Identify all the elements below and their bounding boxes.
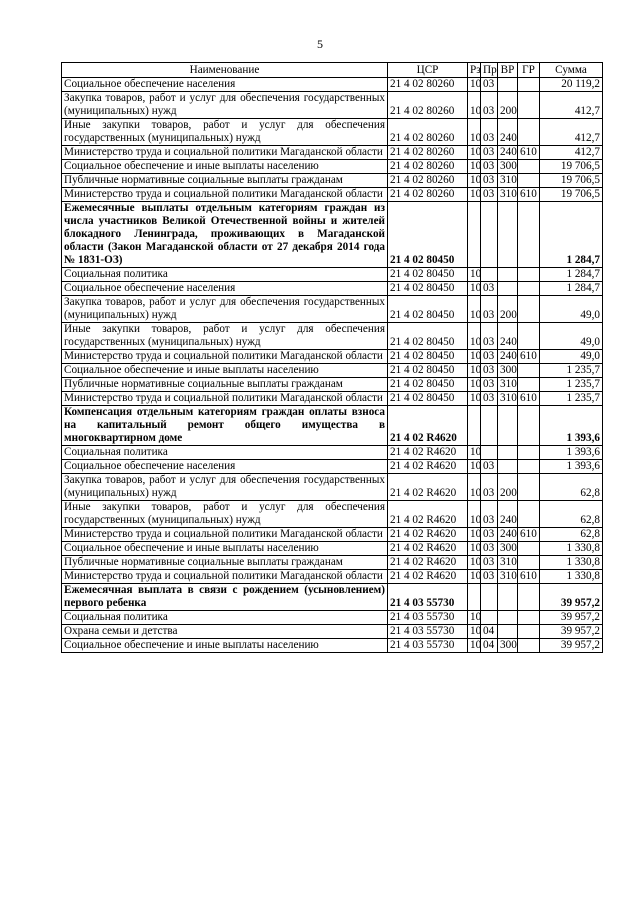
header-gr: ГР xyxy=(518,63,540,78)
header-rz: Рз xyxy=(468,63,481,78)
row-csr-cell: 21 4 02 R4620 xyxy=(388,556,468,570)
row-pr-cell: 03 xyxy=(481,501,498,528)
table-row xyxy=(62,296,603,323)
row-sum-cell: 1 330,8 xyxy=(540,556,603,570)
row-pr-cell xyxy=(481,611,498,625)
row-vr-cell: 240 xyxy=(498,146,518,160)
row-name-cell: Министерство труда и социальной политики Магаданской области xyxy=(62,570,388,584)
table-row xyxy=(62,323,603,350)
row-rz-cell: 10 xyxy=(468,611,481,625)
row-gr-cell xyxy=(518,611,540,625)
row-name-cell: Охрана семьи и детства xyxy=(62,625,388,639)
row-vr-cell xyxy=(498,611,518,625)
row-rz-cell: 10 xyxy=(468,446,481,460)
row-vr-cell xyxy=(498,584,518,611)
table-row xyxy=(62,282,603,296)
row-rz-cell: 10 xyxy=(468,460,481,474)
row-vr-cell: 310 xyxy=(498,174,518,188)
row-gr-cell: 610 xyxy=(518,146,540,160)
row-vr-cell xyxy=(498,268,518,282)
row-sum-cell: 1 235,7 xyxy=(540,392,603,406)
row-sum-cell: 1 235,7 xyxy=(540,364,603,378)
row-name-cell: Публичные нормативные социальные выплаты гражданам xyxy=(62,556,388,570)
row-csr-cell: 21 4 02 80260 xyxy=(388,146,468,160)
row-pr-cell xyxy=(481,406,498,446)
row-rz-cell: 10 xyxy=(468,474,481,501)
row-vr-cell: 310 xyxy=(498,188,518,202)
row-pr-cell: 03 xyxy=(481,160,498,174)
row-vr-cell: 200 xyxy=(498,474,518,501)
row-vr-cell: 310 xyxy=(498,392,518,406)
row-rz-cell: 10 xyxy=(468,639,481,653)
row-vr-cell: 310 xyxy=(498,378,518,392)
row-sum-cell: 1 284,7 xyxy=(540,268,603,282)
row-rz-cell: 10 xyxy=(468,282,481,296)
row-name-cell: Закупка товаров, работ и услуг для обеспечения государственных (муниципальных) нужд xyxy=(62,474,388,501)
header-name: Наименование xyxy=(62,63,388,78)
row-name-cell: Закупка товаров, работ и услуг для обеспечения государственных (муниципальных) нужд xyxy=(62,296,388,323)
row-sum-cell: 1 284,7 xyxy=(540,202,603,268)
row-name-cell: Социальное обеспечение и иные выплаты населению xyxy=(62,639,388,653)
row-pr-cell: 03 xyxy=(481,392,498,406)
row-csr-cell: 21 4 02 R4620 xyxy=(388,474,468,501)
row-sum-cell: 1 284,7 xyxy=(540,282,603,296)
row-gr-cell xyxy=(518,474,540,501)
row-sum-cell: 1 330,8 xyxy=(540,542,603,556)
row-gr-cell xyxy=(518,364,540,378)
row-sum-cell: 39 957,2 xyxy=(540,584,603,611)
row-name-cell: Министерство труда и социальной политики Магаданской области xyxy=(62,528,388,542)
row-rz-cell xyxy=(468,202,481,268)
row-rz-cell: 10 xyxy=(468,364,481,378)
row-pr-cell: 04 xyxy=(481,625,498,639)
row-sum-cell: 39 957,2 xyxy=(540,625,603,639)
table-header-row xyxy=(62,63,603,78)
row-vr-cell xyxy=(498,625,518,639)
row-sum-cell: 39 957,2 xyxy=(540,639,603,653)
row-sum-cell: 62,8 xyxy=(540,528,603,542)
row-name-cell: Иные закупки товаров, работ и услуг для обеспечения государственных (муниципальных) нужд xyxy=(62,119,388,146)
row-gr-cell xyxy=(518,639,540,653)
row-rz-cell: 10 xyxy=(468,188,481,202)
row-pr-cell: 03 xyxy=(481,146,498,160)
row-name-cell: Закупка товаров, работ и услуг для обеспечения государственных (муниципальных) нужд xyxy=(62,92,388,119)
row-vr-cell: 240 xyxy=(498,350,518,364)
table-row xyxy=(62,174,603,188)
row-pr-cell: 03 xyxy=(481,282,498,296)
row-name-cell: Компенсация отдельным категориям граждан оплаты взноса на капитальный ремонт общего имущества в многоквартирном доме xyxy=(62,406,388,446)
row-rz-cell: 10 xyxy=(468,392,481,406)
row-vr-cell: 310 xyxy=(498,556,518,570)
row-name-cell: Министерство труда и социальной политики Магаданской области xyxy=(62,146,388,160)
row-gr-cell xyxy=(518,282,540,296)
row-csr-cell: 21 4 02 R4620 xyxy=(388,501,468,528)
row-rz-cell: 10 xyxy=(468,556,481,570)
row-pr-cell xyxy=(481,268,498,282)
row-pr-cell: 03 xyxy=(481,92,498,119)
row-vr-cell xyxy=(498,282,518,296)
row-vr-cell: 200 xyxy=(498,92,518,119)
row-pr-cell: 03 xyxy=(481,323,498,350)
table-row-section-heading xyxy=(62,584,603,611)
table-row xyxy=(62,78,603,92)
table-row-section-heading xyxy=(62,406,603,446)
row-pr-cell xyxy=(481,446,498,460)
row-gr-cell xyxy=(518,78,540,92)
row-pr-cell: 03 xyxy=(481,378,498,392)
row-sum-cell: 62,8 xyxy=(540,474,603,501)
row-vr-cell: 310 xyxy=(498,570,518,584)
row-rz-cell: 10 xyxy=(468,570,481,584)
row-name-cell: Социальная политика xyxy=(62,268,388,282)
row-csr-cell: 21 4 03 55730 xyxy=(388,625,468,639)
row-name-cell: Ежемесячные выплаты отдельным категориям граждан из числа участников Великой Отечественной войны и жителей блокадного Ленинграда, проживающих в Магаданской области (Закон Магаданской области от 27 декабря 2014 года № 1831-ОЗ) xyxy=(62,202,388,268)
table-row xyxy=(62,528,603,542)
row-vr-cell xyxy=(498,202,518,268)
row-gr-cell xyxy=(518,268,540,282)
row-vr-cell: 300 xyxy=(498,542,518,556)
row-sum-cell: 62,8 xyxy=(540,501,603,528)
row-gr-cell xyxy=(518,174,540,188)
row-csr-cell: 21 4 02 80450 xyxy=(388,350,468,364)
row-gr-cell xyxy=(518,625,540,639)
table-row xyxy=(62,160,603,174)
table-row xyxy=(62,501,603,528)
row-gr-cell: 610 xyxy=(518,188,540,202)
row-rz-cell: 10 xyxy=(468,296,481,323)
row-gr-cell xyxy=(518,406,540,446)
row-gr-cell xyxy=(518,584,540,611)
row-rz-cell: 10 xyxy=(468,146,481,160)
row-pr-cell: 03 xyxy=(481,296,498,323)
row-csr-cell: 21 4 02 R4620 xyxy=(388,406,468,446)
table-row xyxy=(62,146,603,160)
row-pr-cell: 03 xyxy=(481,119,498,146)
row-csr-cell: 21 4 02 R4620 xyxy=(388,570,468,584)
row-pr-cell: 03 xyxy=(481,570,498,584)
table-row xyxy=(62,268,603,282)
row-name-cell: Министерство труда и социальной политики Магаданской области xyxy=(62,188,388,202)
row-csr-cell: 21 4 03 55730 xyxy=(388,584,468,611)
row-pr-cell: 03 xyxy=(481,364,498,378)
row-pr-cell: 03 xyxy=(481,528,498,542)
row-gr-cell xyxy=(518,119,540,146)
row-pr-cell xyxy=(481,584,498,611)
row-gr-cell: 610 xyxy=(518,570,540,584)
row-vr-cell: 200 xyxy=(498,296,518,323)
table-row xyxy=(62,611,603,625)
table-row xyxy=(62,92,603,119)
row-gr-cell xyxy=(518,460,540,474)
row-pr-cell xyxy=(481,202,498,268)
row-gr-cell xyxy=(518,323,540,350)
row-vr-cell: 240 xyxy=(498,501,518,528)
row-gr-cell xyxy=(518,296,540,323)
row-name-cell: Социальная политика xyxy=(62,611,388,625)
table-row xyxy=(62,188,603,202)
row-vr-cell xyxy=(498,78,518,92)
row-csr-cell: 21 4 02 80450 xyxy=(388,202,468,268)
row-csr-cell: 21 4 02 80260 xyxy=(388,174,468,188)
row-pr-cell: 03 xyxy=(481,174,498,188)
table-row xyxy=(62,639,603,653)
row-sum-cell: 49,0 xyxy=(540,323,603,350)
row-sum-cell: 412,7 xyxy=(540,146,603,160)
row-csr-cell: 21 4 02 80450 xyxy=(388,282,468,296)
row-csr-cell: 21 4 02 R4620 xyxy=(388,446,468,460)
row-rz-cell: 10 xyxy=(468,350,481,364)
row-pr-cell: 03 xyxy=(481,542,498,556)
row-pr-cell: 03 xyxy=(481,460,498,474)
row-name-cell: Иные закупки товаров, работ и услуг для обеспечения государственных (муниципальных) нужд xyxy=(62,323,388,350)
row-name-cell: Министерство труда и социальной политики Магаданской области xyxy=(62,392,388,406)
row-rz-cell xyxy=(468,584,481,611)
row-rz-cell: 10 xyxy=(468,528,481,542)
row-name-cell: Социальное обеспечение населения xyxy=(62,460,388,474)
row-name-cell: Социальная политика xyxy=(62,446,388,460)
row-gr-cell: 610 xyxy=(518,350,540,364)
row-vr-cell: 240 xyxy=(498,528,518,542)
row-rz-cell: 10 xyxy=(468,92,481,119)
row-sum-cell: 49,0 xyxy=(540,350,603,364)
row-vr-cell: 240 xyxy=(498,323,518,350)
row-sum-cell: 412,7 xyxy=(540,119,603,146)
row-gr-cell xyxy=(518,92,540,119)
row-vr-cell: 300 xyxy=(498,160,518,174)
table-row xyxy=(62,446,603,460)
row-csr-cell: 21 4 02 80260 xyxy=(388,160,468,174)
row-rz-cell: 10 xyxy=(468,625,481,639)
row-gr-cell xyxy=(518,556,540,570)
row-vr-cell: 240 xyxy=(498,119,518,146)
row-sum-cell: 1 393,6 xyxy=(540,406,603,446)
row-csr-cell: 21 4 02 R4620 xyxy=(388,542,468,556)
table-row xyxy=(62,378,603,392)
row-name-cell: Социальное обеспечение и иные выплаты населению xyxy=(62,364,388,378)
row-gr-cell xyxy=(518,446,540,460)
row-name-cell: Публичные нормативные социальные выплаты гражданам xyxy=(62,378,388,392)
row-name-cell: Социальное обеспечение и иные выплаты населению xyxy=(62,542,388,556)
table-row xyxy=(62,625,603,639)
row-sum-cell: 412,7 xyxy=(540,92,603,119)
row-gr-cell xyxy=(518,542,540,556)
row-rz-cell: 10 xyxy=(468,378,481,392)
table-row xyxy=(62,542,603,556)
row-vr-cell xyxy=(498,406,518,446)
row-vr-cell xyxy=(498,446,518,460)
row-sum-cell: 49,0 xyxy=(540,296,603,323)
row-vr-cell: 300 xyxy=(498,364,518,378)
row-gr-cell xyxy=(518,202,540,268)
row-name-cell: Социальное обеспечение и иные выплаты населению xyxy=(62,160,388,174)
row-sum-cell: 1 330,8 xyxy=(540,570,603,584)
row-pr-cell: 03 xyxy=(481,78,498,92)
row-sum-cell: 19 706,5 xyxy=(540,174,603,188)
row-sum-cell: 1 235,7 xyxy=(540,378,603,392)
row-rz-cell: 10 xyxy=(468,78,481,92)
row-csr-cell: 21 4 02 80450 xyxy=(388,392,468,406)
header-sum: Сумма xyxy=(540,63,603,78)
row-sum-cell: 1 393,6 xyxy=(540,460,603,474)
row-rz-cell: 10 xyxy=(468,119,481,146)
header-csr: ЦСР xyxy=(388,63,468,78)
row-name-cell: Ежемесячная выплата в связи с рождением (усыновлением) первого ребенка xyxy=(62,584,388,611)
row-csr-cell: 21 4 02 80450 xyxy=(388,378,468,392)
header-pr: Пр xyxy=(481,63,498,78)
row-csr-cell: 21 4 02 80260 xyxy=(388,188,468,202)
row-name-cell: Социальное обеспечение населения xyxy=(62,282,388,296)
row-vr-cell xyxy=(498,460,518,474)
table-row xyxy=(62,570,603,584)
table-body xyxy=(62,78,603,653)
row-csr-cell: 21 4 02 80450 xyxy=(388,323,468,350)
row-name-cell: Публичные нормативные социальные выплаты гражданам xyxy=(62,174,388,188)
row-rz-cell: 10 xyxy=(468,174,481,188)
budget-table xyxy=(61,62,603,653)
row-pr-cell: 03 xyxy=(481,556,498,570)
row-rz-cell xyxy=(468,406,481,446)
table-row xyxy=(62,364,603,378)
row-csr-cell: 21 4 02 80450 xyxy=(388,364,468,378)
page-number: 5 xyxy=(317,37,323,51)
row-sum-cell: 19 706,5 xyxy=(540,160,603,174)
row-csr-cell: 21 4 02 80450 xyxy=(388,268,468,282)
row-pr-cell: 04 xyxy=(481,639,498,653)
row-gr-cell: 610 xyxy=(518,528,540,542)
row-csr-cell: 21 4 03 55730 xyxy=(388,639,468,653)
row-rz-cell: 10 xyxy=(468,542,481,556)
table-row xyxy=(62,474,603,501)
row-gr-cell xyxy=(518,378,540,392)
row-name-cell: Министерство труда и социальной политики Магаданской области xyxy=(62,350,388,364)
row-sum-cell: 39 957,2 xyxy=(540,611,603,625)
row-csr-cell: 21 4 02 80260 xyxy=(388,78,468,92)
row-csr-cell: 21 4 02 80260 xyxy=(388,92,468,119)
row-gr-cell: 610 xyxy=(518,392,540,406)
row-csr-cell: 21 4 02 R4620 xyxy=(388,528,468,542)
row-gr-cell xyxy=(518,501,540,528)
row-sum-cell: 19 706,5 xyxy=(540,188,603,202)
table-row-section-heading xyxy=(62,202,603,268)
row-rz-cell: 10 xyxy=(468,160,481,174)
row-csr-cell: 21 4 02 R4620 xyxy=(388,460,468,474)
row-name-cell: Социальное обеспечение населения xyxy=(62,78,388,92)
table-row xyxy=(62,350,603,364)
row-pr-cell: 03 xyxy=(481,350,498,364)
row-sum-cell: 1 393,6 xyxy=(540,446,603,460)
table-row xyxy=(62,119,603,146)
row-rz-cell: 10 xyxy=(468,268,481,282)
row-csr-cell: 21 4 02 80450 xyxy=(388,296,468,323)
row-pr-cell: 03 xyxy=(481,474,498,501)
table-row xyxy=(62,460,603,474)
row-rz-cell: 10 xyxy=(468,501,481,528)
row-csr-cell: 21 4 02 80260 xyxy=(388,119,468,146)
row-pr-cell: 03 xyxy=(481,188,498,202)
table-row xyxy=(62,392,603,406)
row-sum-cell: 20 119,2 xyxy=(540,78,603,92)
header-vr: ВР xyxy=(498,63,518,78)
table-row xyxy=(62,556,603,570)
row-csr-cell: 21 4 03 55730 xyxy=(388,611,468,625)
row-rz-cell: 10 xyxy=(468,323,481,350)
row-vr-cell: 300 xyxy=(498,639,518,653)
row-gr-cell xyxy=(518,160,540,174)
row-name-cell: Иные закупки товаров, работ и услуг для обеспечения государственных (муниципальных) нужд xyxy=(62,501,388,528)
